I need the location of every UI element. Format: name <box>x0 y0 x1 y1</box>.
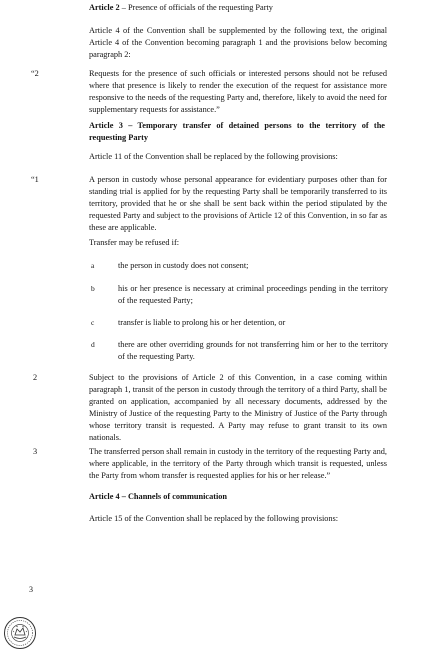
article-3-title: – Temporary transfer of detained persons to the territory of the requesting Party <box>89 121 385 142</box>
seal-icon <box>3 616 37 650</box>
article-4-number: Article 4 <box>89 492 120 501</box>
article-4-title: – Channels of communication <box>121 492 228 501</box>
refusal-intro: Transfer may be refused if: <box>89 238 180 247</box>
article-2-para-2-marker: “2 <box>31 69 39 78</box>
article-3-intro: Article 11 of the Convention shall be replaced by the following provisions: <box>89 152 338 161</box>
list-item: the person in custody does not consent; <box>118 261 249 270</box>
article-3-para-3-marker: 3 <box>33 447 38 456</box>
article-4-heading <box>89 491 385 503</box>
article-2-title: – Presence of officials of the requesting Party <box>121 3 273 12</box>
article-3-para-1-marker: “1 <box>31 175 39 184</box>
article-3-para-1-text: A person in custody whose personal appearance for evidentiary purposes other than for standing trial is applied for by the requesting Party shall be temporarily transferred to its territory, provided that he or she shall be sent back within the period stipulated by the requested Party and subject to the provisions of Article 12 of this Convention, in so far as these are applicable. <box>89 175 387 232</box>
page-number: 3 <box>29 585 33 594</box>
article-3-para-2-text: Subject to the provisions of Article 2 of this Convention, in a case coming within paragraph 1, transit of the person in custody through the territory of a third Party, shall be granted on application, accompanied by all necessary documents, addressed by the Ministry of Justice of the requesting Party to the Ministry of Justice of the Party through whose territory transit is requested. A Party may refuse to grant transit to its own nationals. <box>89 373 387 442</box>
article-2-intro: Article 4 of the Convention shall be supplemented by the following text, the original Article 4 of the Convention becoming paragraph 1 and the provisions below becoming paragraph 2: <box>89 26 387 59</box>
list-item-label: b <box>91 284 95 293</box>
article-3-para-3-text: The transferred person shall remain in custody in the territory of the requesting Party and, where applicable, in the territory of the Party through which transit is requested, unless the Party from whom transfer is requested applies for his or her release.” <box>89 447 387 480</box>
article-3-para-2-marker: 2 <box>33 373 38 382</box>
article-2-heading <box>89 2 389 14</box>
article-3-heading <box>89 120 385 144</box>
article-3-number: Article 3 <box>89 121 123 130</box>
list-item-label: a <box>91 261 95 270</box>
list-item-label: d <box>91 340 95 349</box>
list-item: his or her presence is necessary at criminal proceedings pending in the territory of the requested Party; <box>118 284 388 305</box>
article-2-para-2-text: Requests for the presence of such officials or interested persons should not be refused where that presence is likely to render the execution of the request for assistance more responsive to the needs of the requesting Party and, therefore, likely to avoid the need for supplementary requests for assistance.” <box>89 69 387 114</box>
list-item-label: c <box>91 318 95 327</box>
article-2-number: Article 2 <box>89 3 120 12</box>
list-item: there are other overriding grounds for not transferring him or her to the territory of the requesting Party. <box>118 340 388 361</box>
list-item: transfer is liable to prolong his or her detention, or <box>118 318 286 327</box>
article-4-intro: Article 15 of the Convention shall be replaced by the following provisions: <box>89 514 339 523</box>
